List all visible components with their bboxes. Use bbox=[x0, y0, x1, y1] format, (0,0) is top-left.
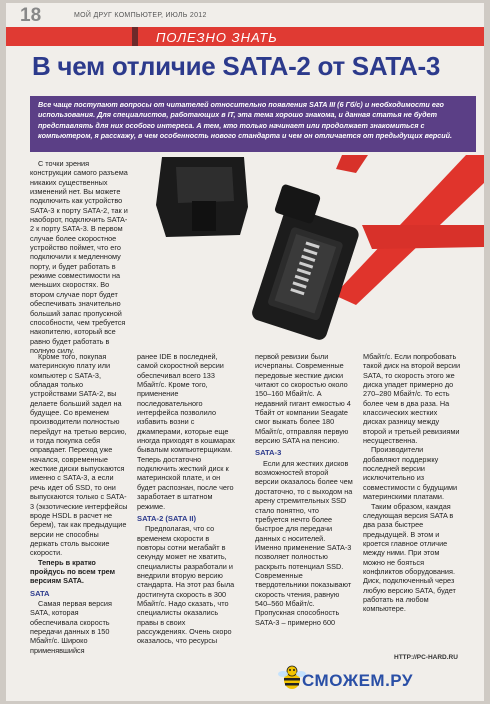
paragraph: Кроме того, покупая материнскую плату или компьютер с SATA-3, обладая только устройствами SATA-2, вы делаете больший задел на будущее. Со временем производители полностью перейдут на третью версию, и тогда покупка себя оправдает. Переход уже начался, современные жесткие диски выпускаются именно с SATA-3, а если речь идет об SSD, то они выпускаются только с SATA-3 (экзотические интерфейсы вроде HSDL в расчет не берем), так как предыдущие версии не способны держать столь высокие скорости. bbox=[30, 352, 128, 558]
magazine-page bbox=[6, 3, 484, 701]
paragraph: Если для жестких дисков возможностей второй версии оказалось более чем достаточно, то с выходом на арену стремительных SSD стало понятно, что требуется нечто более быстрое для передачи данных с носителей. Именно применение SATA-3 позволяет полностью раскрыть потенциал SSD. Современные твердотельники показывают скорость чтения, равную 540–560 Мбайт/с. Пропускная способность SATA-3 – примерно 600 bbox=[255, 458, 353, 627]
paragraph: Таким образом, каждая следующая версия SATA в два раза быстрее предыдущей. В этом и кроется главное отличие между ними. При этом можно не бояться конфликтов оборудования. Диск, подключенный через любую версию SATA, будет работать на любом компьютере. bbox=[363, 501, 456, 614]
running-head: МОЙ ДРУГ КОМПЬЮТЕР, ИЮЛЬ 2012 bbox=[74, 12, 207, 19]
subheading-sata2: SATA-2 (SATA II) bbox=[137, 513, 197, 523]
site-logo: СМОЖЕМ.РУ bbox=[302, 671, 413, 690]
paragraph: ранее IDE в последней, самой скоростной версии обеспечивал всего 133 Мбайт/с. Кроме того, применение последовательного интерфейса позволило избавить возни с джамперами, которые еще иногда приходят в кошмарах бывалым компьютерщикам. Теперь достаточно подключить жесткий диск к материнской плате, и он будет распознан, после чего заработает в штатном режиме. bbox=[137, 352, 235, 511]
column-3 bbox=[255, 352, 353, 627]
column-1-bottom bbox=[30, 352, 128, 655]
column-4 bbox=[363, 352, 461, 614]
subheading-sata3: SATA-3 bbox=[255, 448, 282, 458]
paragraph: Предполагая, что со временем скорости в повторы сотни мегабайт в секунду может не хватить, специалисты разработали и внедрили вторую версию стандарта. На этот раз была достигнута скорость в 300 Мбайт/с. Надо сказать, что специалисты оказались правы в своих рассуждениях. Очень скоро оказалось, что ресурсы bbox=[137, 524, 235, 646]
article-title: В чем отличие SATA-2 от SATA-3 bbox=[32, 51, 441, 81]
paragraph: Производители добавляют поддержку последней версии исключительно из совместимости с будущими материнскими платами. bbox=[363, 445, 458, 502]
page-number: 18 bbox=[20, 5, 42, 26]
column-1-top bbox=[30, 159, 128, 355]
paragraph: С точки зрения конструкции самого разъема никаких существенных изменений нет. Вы можете подключить как устройство SATA-3 к порту SATA-2, так и наоборот, подключить SATA-2 к порту SATA-3. В первом случае более скоростное устройство поймет, что его подключили к медленному порту, и будет работать в режиме совместимости на меньших скоростях. Во втором случае порт будет обеспечивать значительно больший запас пропускной способности, чем требуется накопителю, который все равно будет работать в полную силу. bbox=[30, 159, 128, 355]
column-2 bbox=[137, 352, 235, 646]
source-url: HTTP://PC-HARD.RU bbox=[394, 654, 458, 661]
paragraph: первой ревизии были исчерпаны. Современные передовые жесткие диски читают со скоростью около 150–160 Мбайт/с. А недавний гигант емкостью 4 Тбайт от компании Seagate смог выжать более 180 Мбайт/с, отправляя первую версию SATA на пенсию. bbox=[255, 352, 351, 446]
article-lead: Все чаще поступают вопросы от читателей относительно появления SATA III (6 Гб/с) и необходимости его использования. Для специалистов, работающих в IT, эта тема хорошо знакома, и данная статья не будет представлять для них особого интереса. А тем, кто только начинает или продолжает знакомиться с компьютером, я расскажу, в чем особенность нового стандарта и чем он отличается от предыдущих версий. bbox=[30, 96, 476, 152]
sata-cable-photo bbox=[136, 155, 484, 348]
paragraph: Мбайт/с. Если попробовать такой диск на второй версии SATA, то скорость этого же диска упадет примерно до 270–280 Мбайт/с. То есть более чем в два раза. На классических жестких дисках разницу между второй и третьей ревизиями несущественна. bbox=[363, 352, 461, 446]
subheading-sata: SATA bbox=[30, 588, 50, 598]
section-band bbox=[6, 27, 484, 46]
paragraph: Самая первая версия SATA, которая обеспечивала скорость передачи данных в 150 Мбайт/с. Широко применявшийся bbox=[30, 598, 112, 655]
section-label: ПОЛЕЗНО ЗНАТЬ bbox=[156, 30, 278, 45]
band-accent bbox=[132, 27, 138, 46]
paragraph-bold: Теперь в кратко пройдусь по всем трем версиям SATA. bbox=[30, 557, 116, 586]
